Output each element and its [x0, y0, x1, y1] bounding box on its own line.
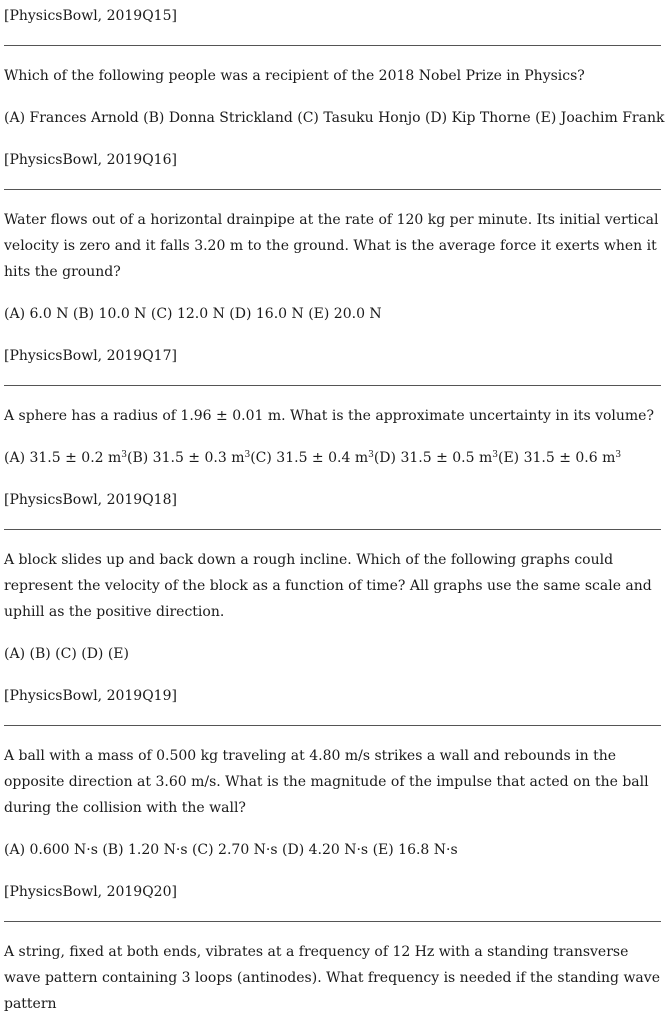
answer-options	[4, 429, 661, 471]
source-label: [PhysicsBowl, 2019Q15]	[4, 8, 177, 24]
option-b: (B) 31.5 ± 0.3 m	[127, 450, 245, 466]
exponent: 3	[121, 450, 128, 460]
exponent: 3	[615, 450, 622, 460]
source-label: [PhysicsBowl, 2019Q18]	[4, 492, 177, 508]
answer-options: (A) 0.600 N·s (B) 1.20 N·s (C) 2.70 N·s (D) 4.20 N·s (E) 16.8 N·s	[4, 842, 458, 858]
option-a: (A) 31.5 ± 0.2 m	[4, 450, 122, 466]
exponent: 3	[492, 450, 498, 460]
question-text: Which of the following people was a recipient of the 2018 Nobel Prize in Physics?	[4, 68, 585, 84]
source-label: [PhysicsBowl, 2019Q20]	[4, 884, 177, 900]
option-d: (D) 31.5 ± 0.5 m	[373, 450, 493, 466]
answer-options: (A) Frances Arnold (B) Donna Strickland (C) Tasuku Honjo (D) Kip Thorne (E) Joachim Frank	[4, 110, 665, 126]
source-label: [PhysicsBowl, 2019Q19]	[4, 688, 177, 704]
answer-options: (A) 6.0 N (B) 10.0 N (C) 12.0 N (D) 16.0 N (E) 20.0 N	[4, 306, 382, 322]
answer-options: (A) (B) (C) (D) (E)	[4, 646, 129, 662]
source-label: [PhysicsBowl, 2019Q17]	[4, 348, 177, 364]
question-text: A ball with a mass of 0.500 kg traveling at 4.80 m/s strikes a wall and rebounds in the opposite direction at 3.60 m/s. What is the magnitude of the impulse that acted on the ball during the collision with the wall?	[4, 748, 649, 816]
question-text: Water flows out of a horizontal drainpipe at the rate of 120 kg per minute. Its initial vertical velocity is zero and it falls 3.20 m to the ground. What is the average force it exerts when it hits the ground?	[4, 212, 659, 280]
option-e: (E) 31.5 ± 0.6 m	[497, 450, 616, 466]
exponent: 3	[244, 450, 251, 460]
question-text: A sphere has a radius of 1.96 ± 0.01 m. What is the approximate uncertainty in its volume?	[4, 408, 654, 424]
option-c: (C) 31.5 ± 0.4 m	[250, 450, 369, 466]
question-text: A string, fixed at both ends, vibrates at a frequency of 12 Hz with a standing transverse wave pattern containing 3 loops (antinodes). What frequency is needed if the standing wave pattern	[4, 944, 660, 1012]
question-text: A block slides up and back down a rough incline. Which of the following graphs could represent the velocity of the block as a function of time? All graphs use the same scale and uphill as the positive direction.	[4, 552, 652, 620]
document-page	[4, 0, 665, 1017]
source-label: [PhysicsBowl, 2019Q16]	[4, 152, 177, 168]
exponent: 3	[368, 450, 374, 460]
